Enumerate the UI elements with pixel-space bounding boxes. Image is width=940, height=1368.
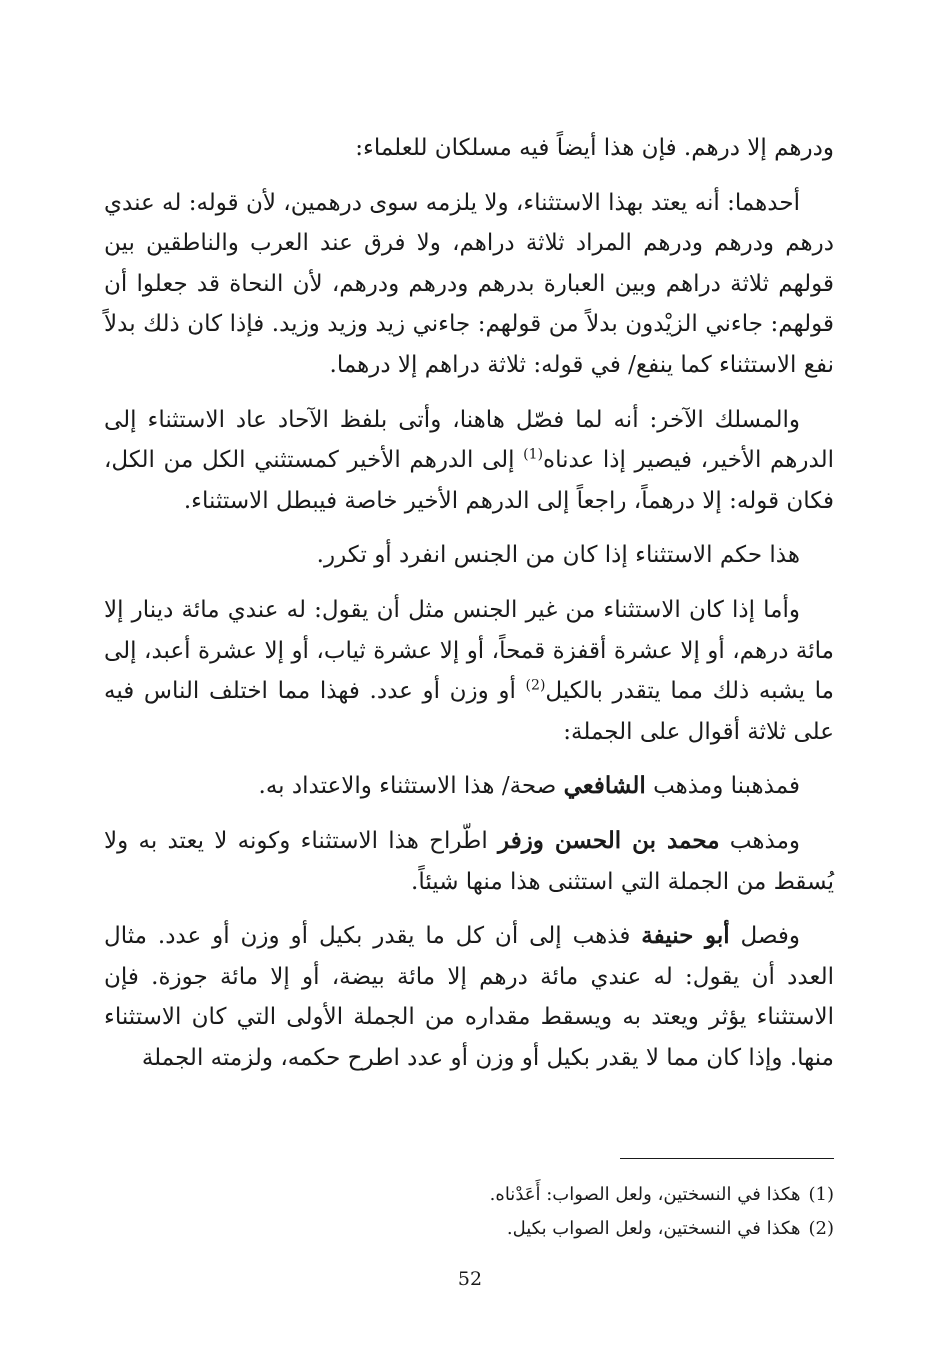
text-run: وفصل bbox=[729, 923, 800, 950]
text-run: أحدهما: أنه يعتد بهذا الاستثناء، ولا يلزمه سوى درهمين، لأن قوله: له عندي درهم ودرهم ودرهم المراد ثلاثة دراهم، ولا فرق عند العرب والناطقين بين قولهم ثلاثة دراهم وبين العبارة بدرهم ودرهم ودرهم، لأن النحاة قد جعلوا أن قولهم: جاءني الزيْدون بدلاً من قولهم: جاءني زيد وزيد وزيد. فإذا كان ذلك بدلاً نفع الاستثناء كما ينفع/ في قوله: ثلاثة دراهم إلا درهما. bbox=[104, 189, 834, 378]
paragraph bbox=[104, 821, 834, 902]
page-number: 52 bbox=[457, 1268, 483, 1290]
paragraph bbox=[104, 590, 834, 752]
text-run: صحة/ هذا الاستثناء والاعتداد به. bbox=[258, 773, 564, 800]
paragraph bbox=[104, 183, 834, 386]
paragraph bbox=[104, 766, 834, 807]
footnotes bbox=[104, 1178, 834, 1246]
footnote-ref: (1) bbox=[523, 446, 544, 463]
bold-name: محمد بن الحسن وزفر bbox=[498, 826, 720, 854]
footnote-text: هكذا في النسختين، ولعل الصواب بكيل. bbox=[506, 1218, 801, 1239]
main-text bbox=[104, 128, 834, 1092]
paragraph bbox=[104, 916, 834, 1078]
text-run: ودرهم إلا درهم. فإن هذا أيضاً فيه مسلكان للعلماء: bbox=[355, 135, 834, 161]
text-run: والمسلك الآخر: أنه لما فصّل هاهنا، وأتى بلفظ الآحاد عاد الاستثناء إلى الدرهم الأخير، فيصير إذا عدناه bbox=[104, 406, 834, 474]
footnote-text: هكذا في النسختين، ولعل الصواب: أَعَدْناه. bbox=[489, 1184, 801, 1205]
footnote-1 bbox=[104, 1178, 834, 1212]
text-run: اطّراح هذا الاستثناء وكونه لا يعتد به ولا يُسقط من الجملة التي استثنى هذا منها شيئاً. bbox=[104, 827, 834, 895]
bold-name: الشافعي bbox=[563, 772, 646, 800]
paragraph bbox=[104, 128, 834, 169]
footnote-number: (1) bbox=[808, 1184, 834, 1205]
text-run: هذا حكم الاستثناء إذا كان من الجنس انفرد أو تكرر. bbox=[316, 542, 800, 569]
text-run: ومذهب bbox=[719, 827, 800, 854]
footnote-number: (2) bbox=[808, 1218, 834, 1239]
text-run: فذهب إلى أن كل ما يقدر بكيل أو وزن أو عدد. مثال العدد أن يقول: له عندي مائة درهم إلا مائة بيضة، أو إلا مائة جوزة. فإن الاستثناء يؤثر ويعتد به ويسقط مقداره من الجملة الأولى التي كان الاستثناء منها. وإذا كان مما لا يقدر بكيل أو وزن أو عدد اطرح حكمه، ولزمته الجملة bbox=[104, 923, 834, 1071]
paragraph bbox=[104, 400, 834, 522]
text-run: إلى الدرهم الأخير كمستثني الكل من الكل، فكان قوله: إلا درهماً، راجعاً إلى الدرهم الأخير خاصة فيبطل الاستثناء. bbox=[104, 447, 834, 514]
footnote-2 bbox=[104, 1212, 834, 1246]
text-run: فمذهبنا ومذهب bbox=[645, 773, 800, 800]
text-run: وأما إذا كان الاستثناء من غير الجنس مثل أن يقول: له عندي مائة دينار إلا مائة درهم، أو إلا عشرة أقفزة قمحاً، أو إلا عشرة ثياب، أو إلا عشرة أعبد، إلى ما يشبه ذلك مما يتقدر بالكيل bbox=[104, 596, 835, 705]
bold-name: أبو حنيفة bbox=[641, 922, 730, 950]
footnote-divider bbox=[620, 1158, 834, 1159]
text-run: أو وزن أو عدد. فهذا مما اختلف الناس فيه على ثلاثة أقوال على الجملة: bbox=[104, 678, 834, 745]
footnote-ref: (2) bbox=[525, 677, 546, 694]
paragraph bbox=[104, 535, 834, 576]
